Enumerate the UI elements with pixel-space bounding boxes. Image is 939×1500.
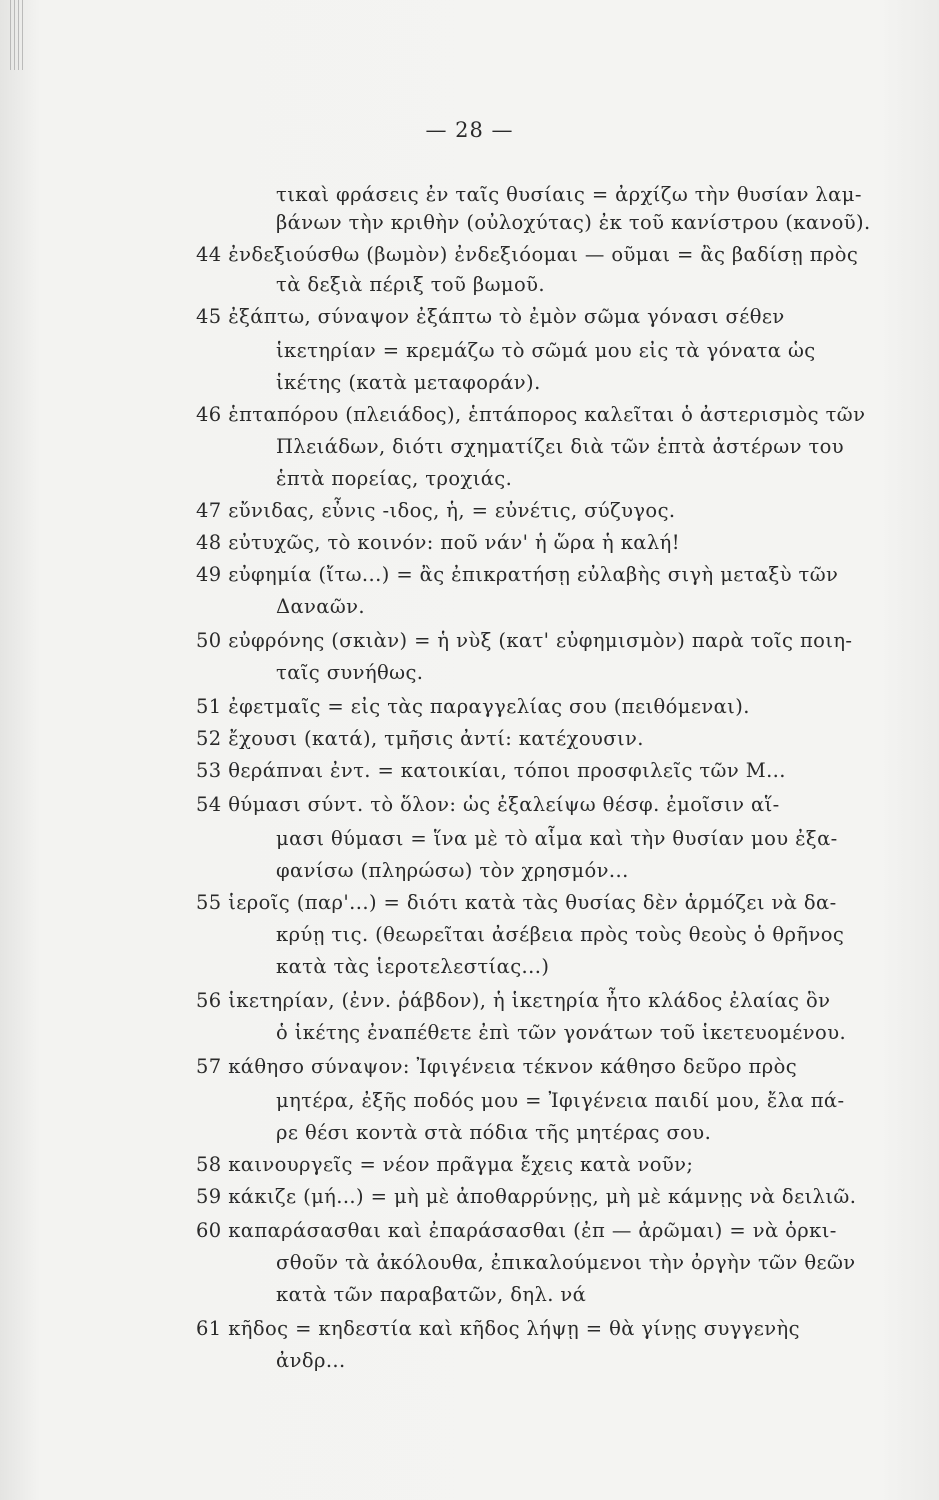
text-line: 55 ἱεροῖς (παρ'...) = διότι κατὰ τὰς θυσίας δὲν ἁρμόζει νὰ δα- <box>196 891 837 914</box>
text-line: τὰ δεξιὰ πέριξ τοῦ βωμοῦ. <box>276 273 545 296</box>
text-line: τικαὶ φράσεις ἐν ταῖς θυσίαις = ἀρχίζω τὴν θυσίαν λαμ- <box>276 183 862 206</box>
text-line: μασι θύμασι = ἵνα μὲ τὸ αἷμα καὶ τὴν θυσίαν μου ἐξα- <box>276 827 838 850</box>
text-line: Δαναῶν. <box>276 595 366 618</box>
text-line: μητέρα, ἐξῆς ποδός μου = Ἰφιγένεια παιδί μου, ἔλα πά- <box>276 1089 845 1112</box>
text-line: κρύῃ τις. (θεωρεῖται ἀσέβεια πρὸς τοὺς θεοὺς ὁ θρῆνος <box>276 923 845 946</box>
text-line: κατὰ τὰς ἱεροτελεστίας...) <box>276 955 550 978</box>
text-line: 46 ἑπταπόρου (πλειάδος), ἑπτάπορος καλεῖται ὁ ἀστερισμὸς τῶν <box>196 403 866 426</box>
text-line: ἱκέτης (κατὰ μεταφοράν). <box>276 371 541 394</box>
text-line: 58 καινουργεῖς = νέον πρᾶγμα ἔχεις κατὰ νοῦν; <box>196 1153 694 1176</box>
text-line: 53 θεράπναι ἐντ. = κατοικίαι, τόποι προσφιλεῖς τῶν Μ... <box>196 759 786 782</box>
text-line: ἑπτὰ πορείας, τροχιάς. <box>276 467 513 490</box>
text-line: βάνων τὴν κριθὴν (οὐλοχύτας) ἐκ τοῦ κανίστρου (κανοῦ). <box>276 211 871 234</box>
text-line: 49 εὐφημία (ἴτω...) = ἂς ἐπικρατήσῃ εὐλαβὴς σιγὴ μεταξὺ τῶν <box>196 563 839 586</box>
text-line: 54 θύμασι σύντ. τὸ ὅλον: ὡς ἐξαλείψω θέσφ. ἐμοῖσιν αἵ- <box>196 793 780 816</box>
text-line: 44 ἐνδεξιούσθω (βωμὸν) ἐνδεξιόομαι — οῦμαι = ἂς βαδίσῃ πρὸς <box>196 243 859 266</box>
text-line: 59 κάκιζε (μή...) = μὴ μὲ ἀποθαρρύνῃς, μὴ μὲ κάμνῃς νὰ δειλιῶ. <box>196 1185 857 1208</box>
text-line: ἱκετηρίαν = κρεμάζω τὸ σῶμά μου εἰς τὰ γόνατα ὡς <box>276 339 816 362</box>
text-line: φανίσω (πληρώσω) τὸν χρησμόν... <box>276 859 629 882</box>
text-line: κατὰ τῶν παραβατῶν, δηλ. νά <box>276 1283 587 1306</box>
text-line: 48 εὐτυχῶς, τὸ κοινόν: ποῦ νάν' ἡ ὥρα ἡ καλή! <box>196 531 680 554</box>
text-line: 50 εὐφρόνης (σκιὰν) = ἡ νὺξ (κατ' εὐφημισμὸν) παρὰ τοῖς ποιη- <box>196 629 853 652</box>
text-line: σθοῦν τὰ ἀκόλουθα, ἐπικαλούμενοι τὴν ὀργὴν τῶν θεῶν <box>276 1251 856 1274</box>
text-line: ρε θέσι κοντὰ στὰ πόδια τῆς μητέρας σου. <box>276 1121 712 1144</box>
page-number: — 28 — <box>425 118 514 142</box>
text-line: 51 ἐφετμαῖς = εἰς τὰς παραγγελίας σου (πειθόμεναι). <box>196 695 750 718</box>
text-line: 57 κάθησο σύναψον: Ἰφιγένεια τέκνον κάθησο δεῦρο πρὸς <box>196 1055 798 1078</box>
text-line: 47 εὔνιδας, εὖνις -ιδος, ἡ, = εὐνέτις, σύζυγος. <box>196 499 676 522</box>
text-line: 45 ἐξάπτω, σύναψον ἐξάπτω τὸ ἐμὸν σῶμα γόνασι σέθεν <box>196 305 785 328</box>
text-line: Πλειάδων, διότι σχηματίζει διὰ τῶν ἑπτὰ ἀστέρων του <box>276 435 845 458</box>
text-line: 61 κῆδος = κηδεστία καὶ κῆδος λήψῃ = θὰ γίνῃς συγγενὴς <box>196 1317 800 1340</box>
text-line: ἀνδρ... <box>276 1349 346 1372</box>
text-line: 56 ἱκετηρίαν, (ἐνν. ῥάβδον), ἡ ἱκετηρία ἦτο κλάδος ἐλαίας ὃν <box>196 989 831 1012</box>
text-line: 52 ἔχουσι (κατά), τμῆσις ἀντί: κατέχουσιν. <box>196 727 644 750</box>
text-line: ὁ ἱκέτης ἐναπέθετε ἐπὶ τῶν γονάτων τοῦ ἱκετευομένου. <box>276 1021 847 1044</box>
page-binding-edge <box>10 0 24 70</box>
text-line: 60 καπαράσασθαι καὶ ἐπαράσασθαι (ἐπ — ἀρῶμαι) = νὰ ὁρκι- <box>196 1219 837 1242</box>
text-line: ταῖς συνήθως. <box>276 661 424 684</box>
